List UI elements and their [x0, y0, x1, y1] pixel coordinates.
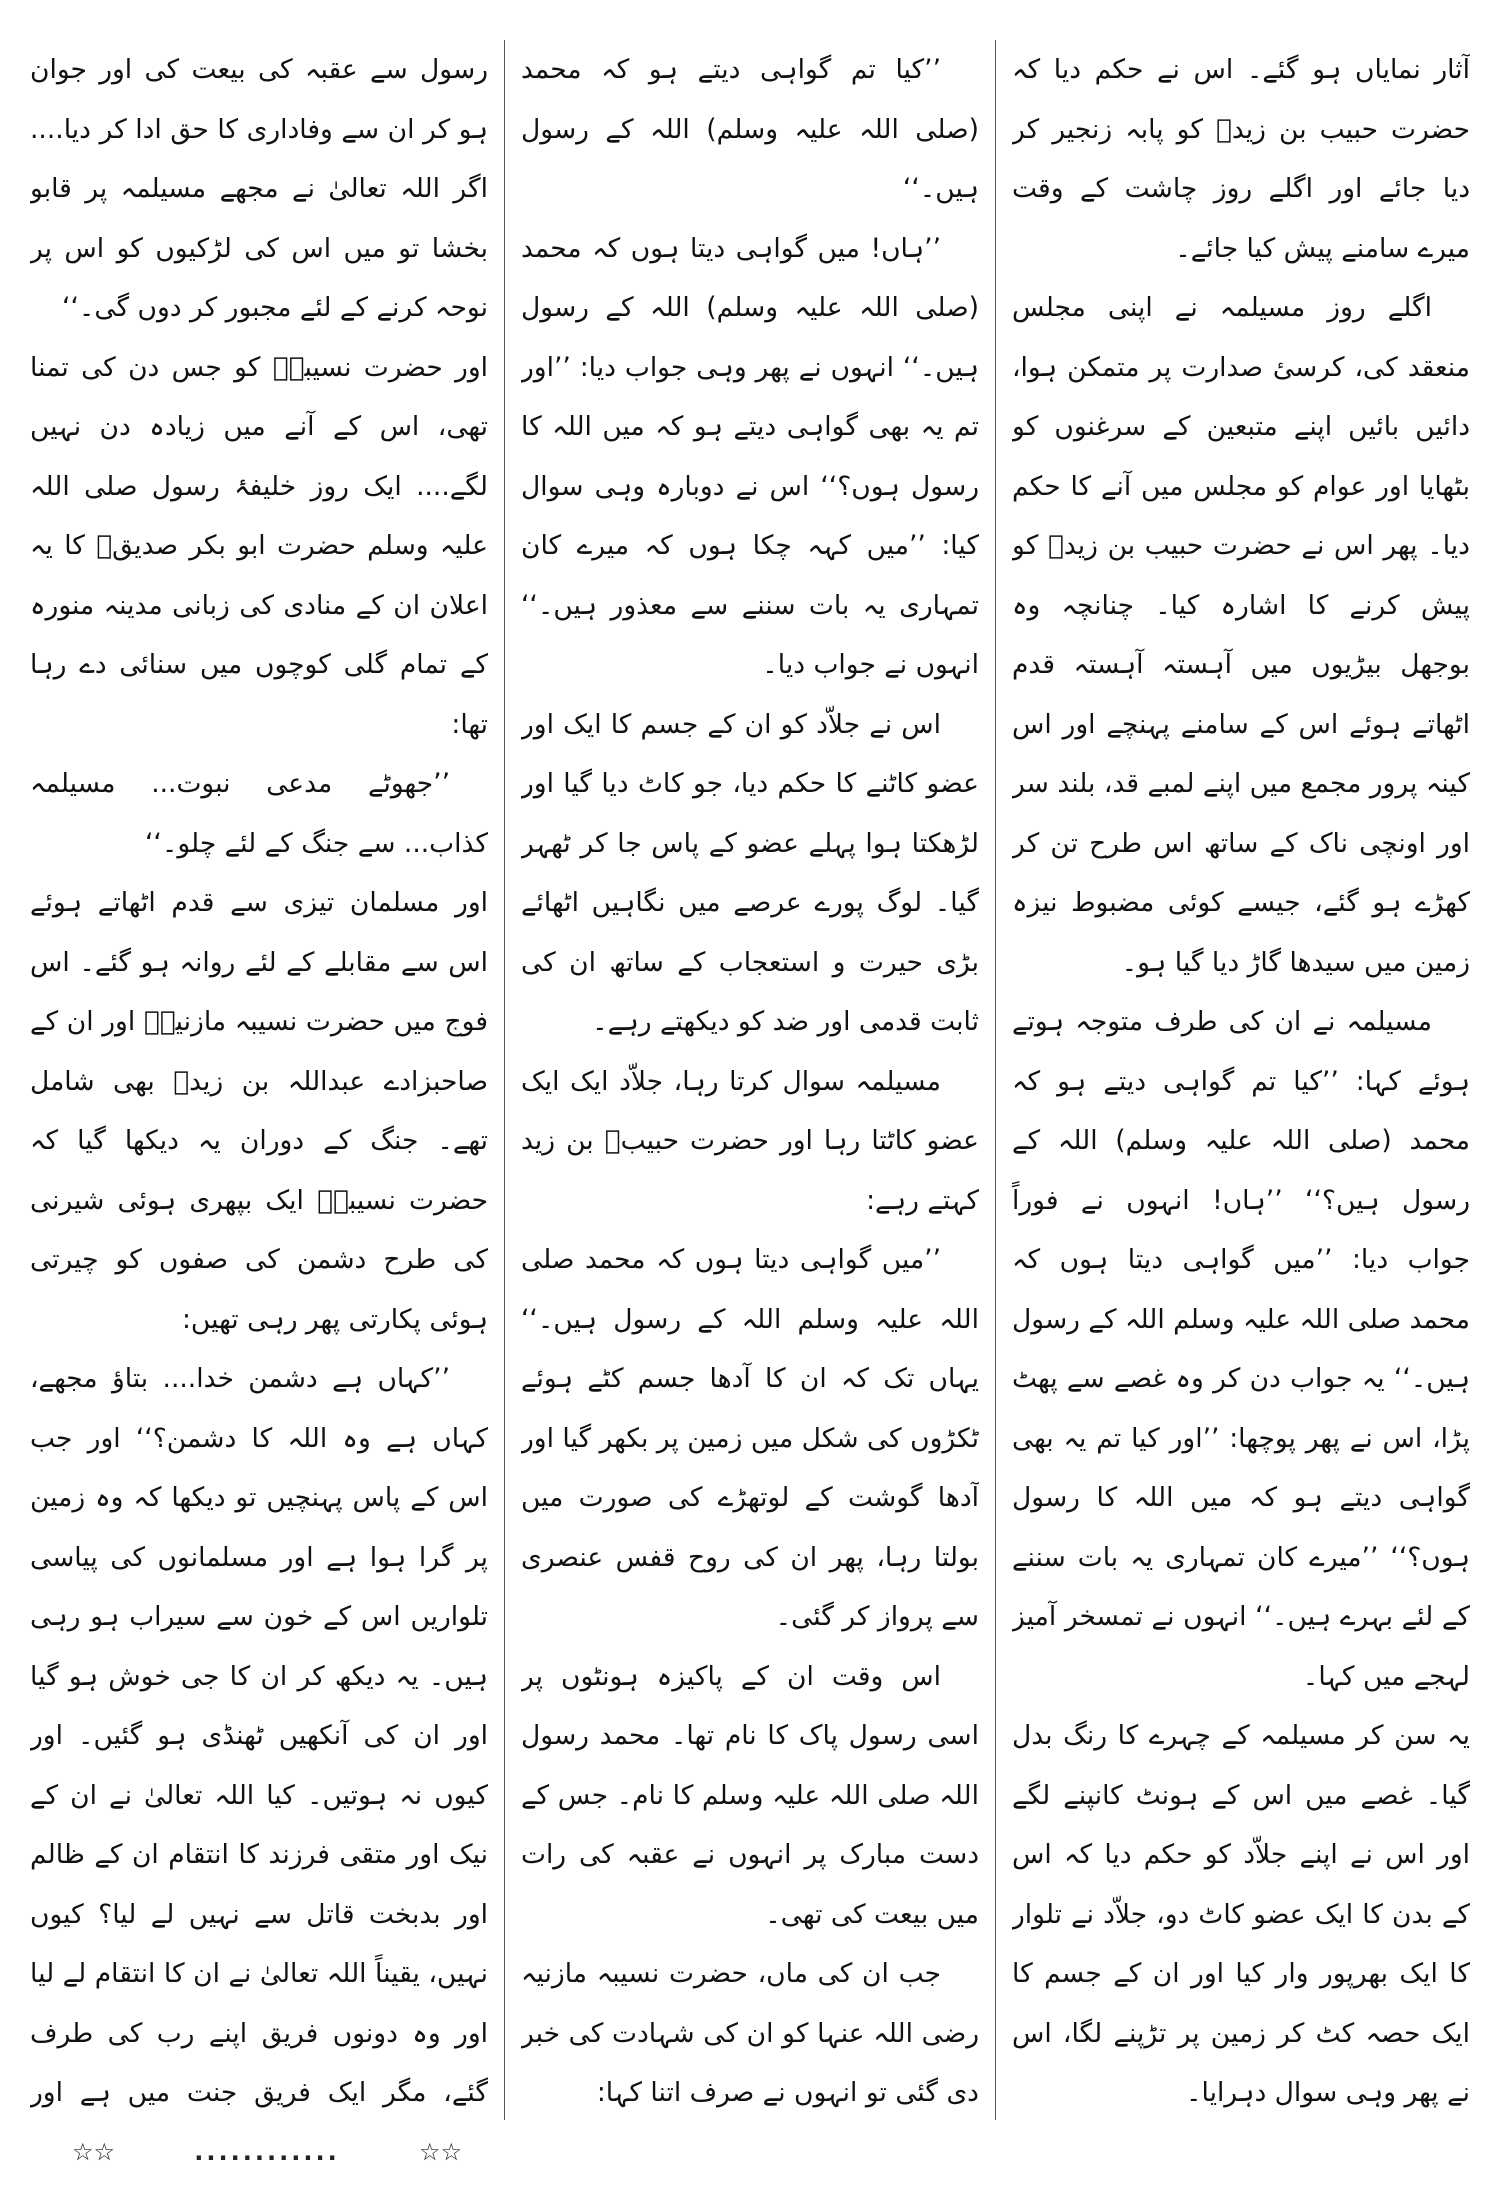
paragraph: اگلے روز مسیلمہ نے اپنی مجلس منعقد کی، کرسیٔ صدارت پر متمکن ہوا، دائیں بائیں اپنے متبعین کے سرغنوں کو بٹھایا اور عوام کو مجلس میں آنے کا حکم دیا۔ پھر اس نے حضرت حبیب بن زیدؓ کو پیش کرنے کا اشارہ کیا۔ چنانچہ وہ بوجھل بیڑیوں میں آہستہ آہستہ قدم اٹھاتے ہوئے اس کے سامنے پہنچے اور اس کینہ پرور مجمع میں اپنے لمبے قد، بلند سر اور اونچی ناک کے ساتھ اس طرح تن کر کھڑے ہو گئے، جیسے کوئی مضبوط نیزہ زمین میں سیدھا گاڑ دیا گیا ہو۔ — [1012, 292, 1470, 978]
end-ornament — [72, 2138, 462, 2166]
paragraph: اس وقت ان کے پاکیزہ ہونٹوں پر اسی رسول پاک کا نام تھا۔ محمد رسول اللہ صلی اللہ علیہ وسلم کا نام۔ جس کے دست مبارک پر انہوں نے عقبہ کی رات میں بیعت کی تھی۔ — [521, 1660, 979, 1930]
column-right — [1012, 40, 1470, 2120]
paragraph: اس نے جلاّد کو ان کے جسم کا ایک اور عضو کاٹنے کا حکم دیا، جو کاٹ دیا گیا اور لڑھکتا ہوا پہلے عضو کے پاس جا کر ٹھہر گیا۔ لوگ پورے عرصے میں نگاہیں اٹھائے بڑی حیرت و استعجاب کے ساتھ ان کی ثابت قدمی اور ضد کو دیکھتے رہے۔ — [521, 708, 979, 1037]
paragraph: یہ سن کر مسیلمہ کے چہرے کا رنگ بدل گیا۔ غصے میں اس کے ہونٹ کانپنے لگے اور اس نے اپنے جلاّد کو حکم دیا کہ اس کے بدن کا ایک عضو کاٹ دو، جلاّد نے تلوار کا ایک بھرپور وار کیا اور ان کے جسم کا ایک حصہ کٹ کر زمین پر تڑپنے لگا، اس نے پھر وہی سوال دہرایا۔ — [1012, 1720, 1470, 2108]
paragraph: ’’کہاں ہے دشمن خدا.... بتاؤ مجھے، کہاں ہے وہ اللہ کا دشمن؟‘‘ اور جب اس کے پاس پہنچیں تو دیکھا کہ وہ زمین پر گرا ہوا ہے اور مسلمانوں کی پیاسی تلواریں اس کے خون سے سیراب ہو رہی ہیں۔ یہ دیکھ کر ان کا جی خوش ہو گیا اور ان کی آنکھیں ٹھنڈی ہو گئیں۔ اور کیوں نہ ہوتیں۔ کیا اللہ تعالیٰ نے ان کے نیک اور متقی فرزند کا انتقام ان کے ظالم اور بدبخت قاتل سے نہیں لے لیا؟ کیوں نہیں، یقیناً اللہ تعالیٰ نے ان کا انتقام لے لیا اور وہ دونوں فریق اپنے رب کی طرف گئے، مگر ایک فریق جنت میں ہے اور — [30, 1363, 488, 2108]
column-divider — [995, 40, 997, 2120]
column-left — [30, 40, 488, 2120]
column-divider — [504, 40, 506, 2120]
text-columns — [30, 40, 1470, 2120]
end-stars-right: ☆☆ — [418, 2138, 462, 2166]
paragraph: اور حضرت نسیبہؓ کو جس دن کی تمنا تھی، اس کے آنے میں زیادہ دن نہیں لگے.... ایک روز خلیفۂ رسول صلی اللہ علیہ وسلم حضرت ابو بکر صدیقؓ کا یہ اعلان ان کے منادی کی زبانی مدینہ منورہ کے تمام گلی کوچوں میں سنائی دے رہا تھا: — [30, 351, 488, 740]
paragraph: آثار نمایاں ہو گئے۔ اس نے حکم دیا کہ حضرت حبیب بن زیدؓ کو پابہ زنجیر کر دیا جائے اور اگلے روز چاشت کے وقت میرے سامنے پیش کیا جائے۔ — [1012, 54, 1470, 264]
column-middle — [521, 40, 979, 2120]
paragraph: مسیلمہ نے ان کی طرف متوجہ ہوتے ہوئے کہا: ’’کیا تم گواہی دیتے ہو کہ محمد (صلی اللہ علیہ وسلم) اللہ کے رسول ہیں؟‘‘ ’’ہاں! انہوں نے فوراً جواب دیا: ’’میں گواہی دیتا ہوں کہ محمد صلی اللہ علیہ وسلم اللہ کے رسول ہیں۔‘‘ یہ جواب دن کر وہ غصے سے پھٹ پڑا، اس نے پھر پوچھا: ’’اور کیا تم یہ بھی گواہی دیتے ہو کہ میں اللہ کا رسول ہوں؟‘‘ ’’میرے کان تمہاری یہ بات سننے کے لئے بہرے ہیں۔‘‘ انہوں نے تمسخر آمیز لہجے میں کہا۔ — [1012, 1006, 1470, 1692]
paragraph: مسیلمہ سوال کرتا رہا، جلاّد ایک ایک عضو کاٹتا رہا اور حضرت حبیبؓ بن زید کہتے رہے: — [521, 1065, 979, 1216]
end-stars-left: ☆☆ — [72, 2138, 116, 2166]
paragraph: ’’ہاں! میں گواہی دیتا ہوں کہ محمد (صلی اللہ علیہ وسلم) اللہ کے رسول ہیں۔‘‘ انہوں نے پھر وہی جواب دیا: ’’اور تم یہ بھی گواہی دیتے ہو کہ میں اللہ کا رسول ہوں؟‘‘ اس نے دوبارہ وہی سوال کیا: ’’میں کہہ چکا ہوں کہ میرے کان تمہاری یہ بات سننے سے معذور ہیں۔‘‘ انہوں نے جواب دیا۔ — [521, 232, 979, 680]
end-dots: ............ — [194, 2138, 340, 2166]
paragraph: ’’کیا تم گواہی دیتے ہو کہ محمد (صلی اللہ علیہ وسلم) اللہ کے رسول ہیں۔‘‘ — [521, 54, 979, 204]
paragraph: ’’میں گواہی دیتا ہوں کہ محمد صلی اللہ علیہ وسلم اللہ کے رسول ہیں۔‘‘ یہاں تک کہ ان کا آدھا جسم کٹے ہوئے ٹکڑوں کی شکل میں زمین پر بکھر گیا اور آدھا گوشت کے لوتھڑے کی صورت میں بولتا رہا، پھر ان کی روح قفس عنصری سے پرواز کر گئی۔ — [521, 1244, 979, 1632]
paragraph: رسول سے عقبہ کی بیعت کی اور جوان ہو کر ان سے وفاداری کا حق ادا کر دیا.... اگر اللہ تعالیٰ نے مجھے مسیلمہ پر قابو بخشا تو میں اس کی لڑکیوں کو اس پر نوحہ کرنے کے لئے مجبور کر دوں گی۔‘‘ — [30, 54, 488, 323]
paragraph: جب ان کی ماں، حضرت نسیبہ مازنیہ رضی اللہ عنہا کو ان کی شہادت کی خبر دی گئی تو انہوں نے صرف اتنا کہا: — [521, 1958, 979, 2108]
paragraph: ’’جھوٹے مدعی نبوت... مسیلمہ کذاب... سے جنگ کے لئے چلو۔‘‘ — [30, 768, 488, 859]
paragraph: اور مسلمان تیزی سے قدم اٹھاتے ہوئے اس سے مقابلے کے لئے روانہ ہو گئے۔ اس فوج میں حضرت نسیبہ مازنیہؓ اور ان کے صاحبزادے عبداللہ بن زیدؓ بھی شامل تھے۔ جنگ کے دوران یہ دیکھا گیا کہ حضرت نسیبہؓ ایک بپھری ہوئی شیرنی کی طرح دشمن کی صفوں کو چیرتی ہوئی پکارتی پھر رہی تھیں: — [30, 887, 488, 1335]
